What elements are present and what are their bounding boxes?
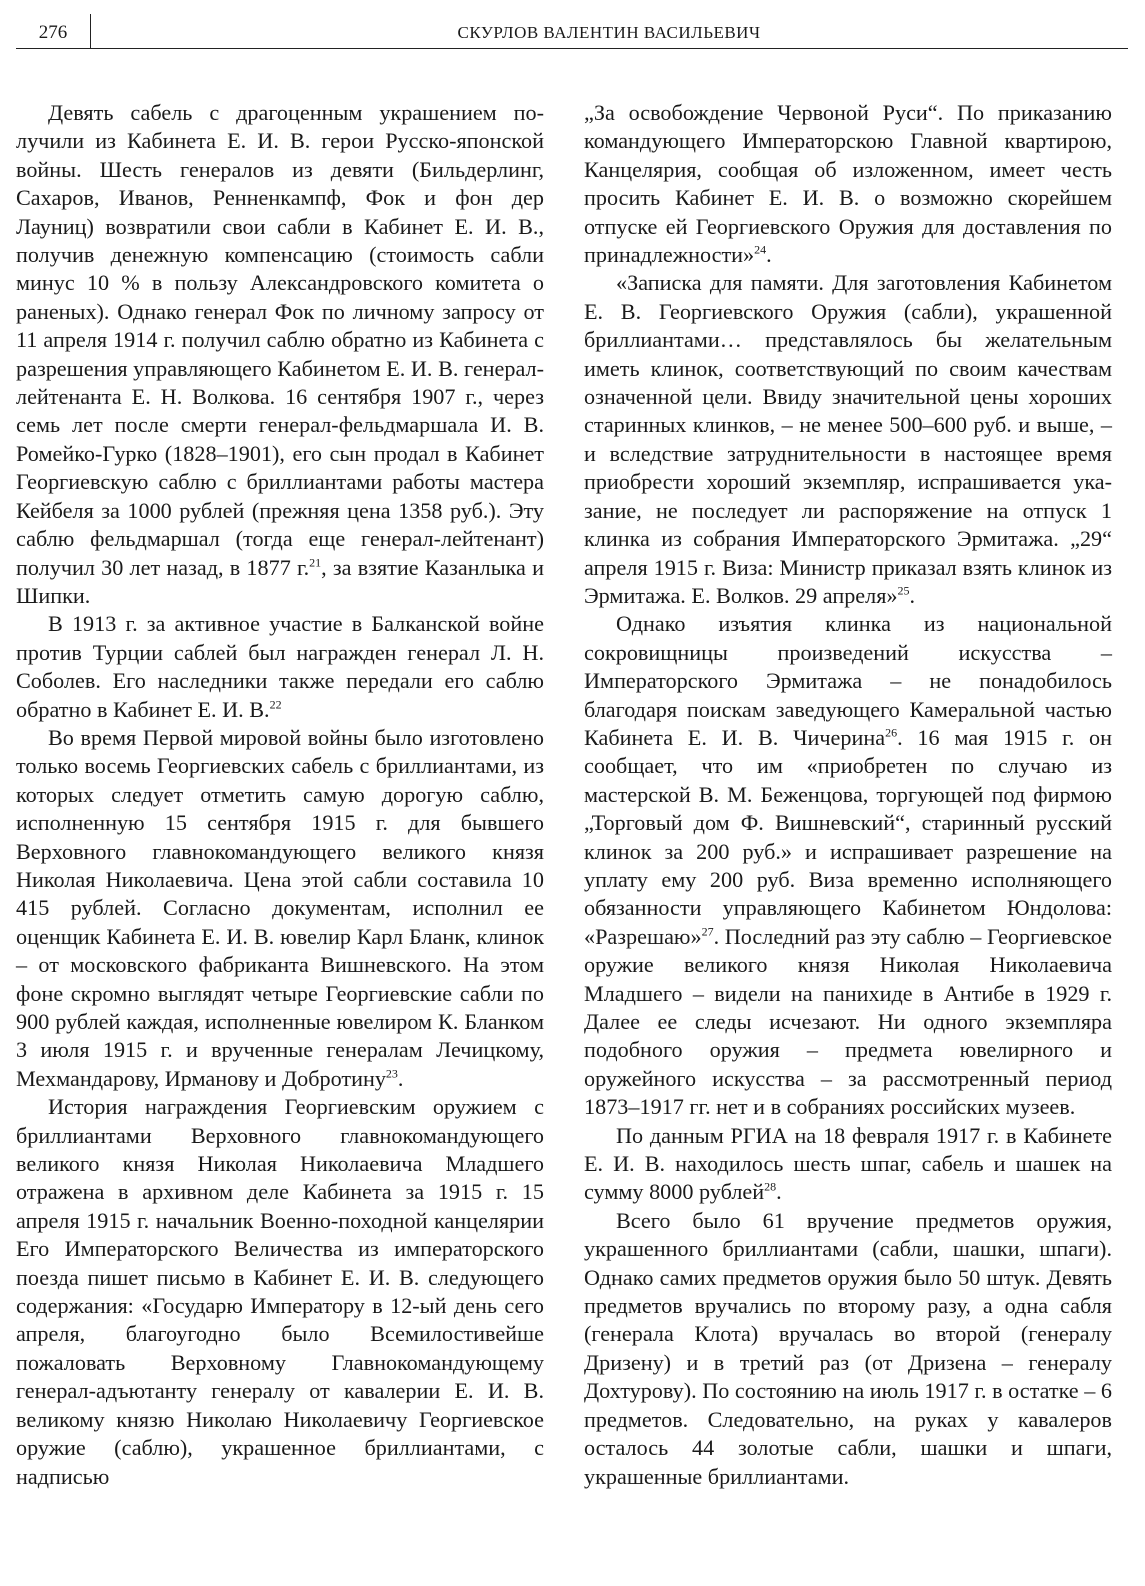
paragraph: В 1913 г. за активное участие в Балканской войне против Турции саблей был награжден генерал Л. Н. Соболев. Его наследники также передали его саблю обратно в Кабинет Е. И. В.$^{22}$ [16,611,544,722]
footnote-ref: 21 [309,555,322,570]
paragraph-continued: „За освобождение Червоной Руси“. По приказанию командующего Императорскою Главной квартирою, Канцелярия, сообщая об изложенном, имеет честь просить Кабинет Е. И. В. о возможно скорейшем отпуске ей Георгиевского Оружия для доставления по принадлежности»$^{24}$. [584,100,1112,268]
footnote-ref: 28 [764,1180,777,1195]
paragraph: «Записка для памяти. Для заготовления Кабинетом Е. В. Георгиевского Оружия (сабли), украшенной бриллиантами… представлялось бы желательным иметь клинок, соответствующий по своим качествам означенной цели. Ввиду значительной цены хороших старинных клинков, – не менее 500–600 руб. и выше, – и вследствие затруднительности в настоящее время приобрести хороший экземпляр, испрашивается указание, не последует ли распоряжение на отпуск 1 клинка из собрания Императорского Эрмитажа. „29“ апреля 1915 г. Виза: Министр приказал взять клинок из Эрмитажа. Е. Волков. 29 апреля»$^{25}$. [584,270,1112,608]
paragraph: Однако изъятия клинка из национальной сокровищницы произведений искусства – Императорского Эрмитажа – не понадобилось благодаря поискам заведующего Камеральной частью Кабинета Е. И. В. Чичерина$^{26}$. 16 мая 1915 г. он сообщает, что им «приобретен по случаю из мастерской В. М. Беженцова, торгующей под фирмою „Торговый дом Ф. Вишневский“, старинный русский клинок за 200 руб.» и испрашивает разрешение на уплату ему 200 руб. Виза временно исполняющего обязанности управляющего Кабинетом Юндолова: «Разрешаю»$^{27}$. Последний раз эту саблю – Георгиевское оружие великого князя Николая Николаевича Младшего – видели на панихиде в Антибе в 1929 г. Далее ее следы исчезают. Ни одного экземпляра подобного оружия – предмета ювелирного и оружейного искусства – за рассмотренный период 1873–1917 гг. нет и в собраниях российских музеев. [584,611,1112,1120]
paragraph: Всего было 61 вручение предметов оружия, украшенного бриллиантами (сабли, шашки, шпаги). Однако самих предметов оружия было 50 штук. Девять предметов вручались по второму разу, а одна сабля (генерала Клота) вручалась во второй (генералу Дризену) и в третий раз (от Дризена – генералу Дохтурову). По состоянию на июль 1917 г. в остатке – 6 предметов. Следовательно, на руках у кавалеров осталось 44 золотые сабли, шашки и шпаги, украшенные бриллиантами. [584,1207,1112,1489]
left-column [16,99,544,1491]
footnote-ref: 22 [269,697,282,712]
footnote-ref: 24 [754,242,767,257]
page-number: 276 [16,14,91,48]
footnote-ref: 27 [701,924,714,939]
paragraph: Во время Первой мировой войны было изготовлено только восемь Георгиевских сабель с бриллиантами, из которых следует отметить самую дорогую саблю, исполненную 15 сентября 1915 г. для бывшего Верховного главнокомандующего великого князя Николая Николаевича. Цена этой сабли составила 10 415 рублей. Согласно документам, исполнил ее оценщик Кабинета Е. И. В. ювелир Карл Бланк, клинок – от московского фабриканта Вишневского. На этом фоне скромно выглядят четыре Георгиевские сабли по 900 рублей каждая, исполненные ювелиром К. Бланком 3 июля 1915 г. и врученные генералам Лечицкому, Мехмандарову, Ирманову и Добротину$^{23}$. [16,724,544,1091]
page-header [16,14,1128,49]
right-column [584,99,1112,1491]
paragraph: По данным РГИА на 18 февраля 1917 г. в Кабинете Е. И. В. находилось шесть шпаг, сабель и шашек на сумму 8000 рублей$^{28}$. [584,1122,1112,1205]
running-title: СКУРЛОВ ВАЛЕНТИН ВАСИЛЬЕВИЧ [457,23,761,42]
paragraph: История награждения Георгиевским оружием с бриллиантами Верховного главнокомандующего великого князя Николая Николаевича Младшего отражена в архивном деле Кабинета за 1915 г. 15 апреля 1915 г. начальник Военно-походной канцелярии Его Императорского Величества из императорского поезда пишет письмо в Кабинет Е. И. В. следующего содержания: «Государю Императору в 12-ый день сего апреля, благоугодно было Всемилостивейше пожаловать Верховному Главнокомандующему генерал-адъютанту генералу от кавалерии Е. И. В. великому князю Николаю Николаевичу Георгиевское оружие (саблю), украшенное бриллиантами, с надписью [16,1094,544,1489]
paragraph: Девять сабель с драгоценным украшением получили из Кабинета Е. И. В. герои Русско-японской войны. Шесть генералов из девяти (Бильдерлинг, Сахаров, Иванов, Ренненкампф, Фок и фон дер Лауниц) возвратили свои сабли в Кабинет Е. И. В., получив денежную компенсацию (стоимость сабли минус 10 % в пользу Александровского комитета о раненых). Однако генерал Фок по личному запросу от 11 апреля 1914 г. получил саблю обратно из Кабинета с разрешения управляющего Кабинетом Е. И. В. генерал-лейтенанта Е. Н. Волкова. 16 сентября 1907 г., через семь лет после смерти генерал-фельдмаршала И. В. Ромейко-Гурко (1828–1901), его сын продал в Кабинет Георгиевскую саблю с бриллиантами работы мастера Кейбеля за 1000 рублей (прежняя цена 1358 руб.). Эту саблю фельдмаршал (тогда еще генерал-лейтенант) получил 30 лет назад, в 1877 г.$^{21}$, за взятие Казанлыка и Шипки. [16,100,544,608]
footnote-ref: 26 [885,725,898,740]
footnote-ref: 23 [385,1066,398,1081]
footnote-ref: 25 [897,583,910,598]
